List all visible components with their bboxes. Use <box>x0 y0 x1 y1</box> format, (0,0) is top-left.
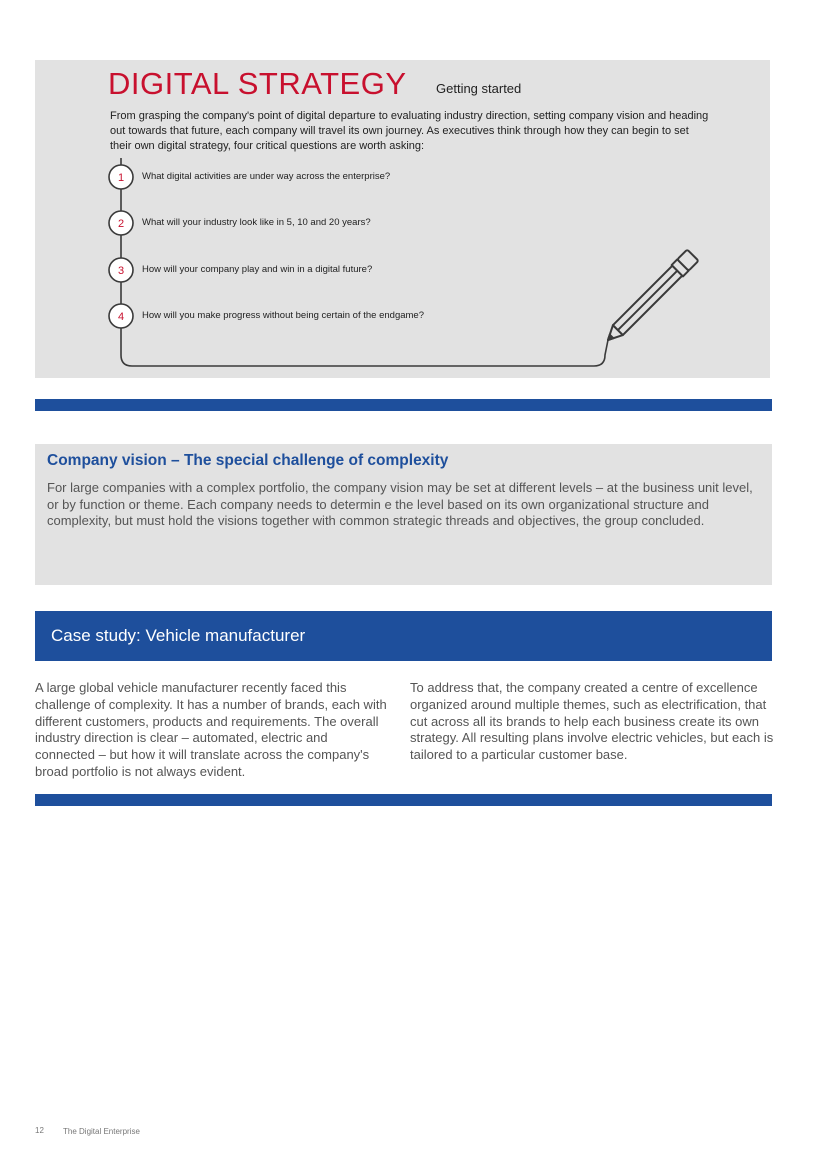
question-text-3: How will your company play and win in a digital future? <box>142 264 373 275</box>
pencil-icon <box>602 249 698 345</box>
timeline-line <box>121 158 608 366</box>
page-number: 12 <box>35 1126 44 1135</box>
divider-bar-top <box>35 399 772 411</box>
question-number-4: 4 <box>117 311 125 323</box>
question-number-2: 2 <box>117 218 125 230</box>
case-study-column-2: To address that, the company created a centre of excellence organized around multiple themes, such as electrification, that cut across all its brands to help each business create its own strategy. All resulting plans involve electric vehicles, but each is tailored to a particular customer base. <box>410 680 774 763</box>
strategy-subtitle: Getting started <box>436 81 522 96</box>
question-text-2: What will your industry look like in 5, 10 and 20 years? <box>142 217 371 228</box>
strategy-title: DIGITAL STRATEGY <box>108 66 407 101</box>
strategy-intro: From grasping the company's point of digital departure to evaluating industry direction, setting company vision and heading out towards that future, each company will travel its own journey. As executives think through how they can begin to set their own digital strategy, four critical questions are worth asking: <box>110 110 709 152</box>
question-marker-4 <box>109 304 133 328</box>
question-marker-3 <box>109 258 133 282</box>
question-text-1: What digital activities are under way across the enterprise? <box>142 171 391 182</box>
question-path-graphic <box>0 0 827 400</box>
company-vision-body: For large companies with a complex portfolio, the company vision may be set at different levels – at the business unit level, or by function or theme. Each company needs to determin e the level based on its own organizational structure and complexity, but must hold the visions together with common strategic threads and objectives, the group concluded. <box>47 480 753 528</box>
question-number-1: 1 <box>117 172 125 184</box>
footer-publication-title: The Digital Enterprise <box>63 1127 140 1136</box>
question-number-3: 3 <box>117 265 125 277</box>
question-marker-2 <box>109 211 133 235</box>
divider-bar-bottom <box>35 794 772 806</box>
case-study-column-1: A large global vehicle manufacturer recently faced this challenge of complexity. It has a number of brands, each with different customers, products and requirements. The overall industry direction is clear – automated, electric and connected – but how it will translate across the company's broad portfolio is not always evident. <box>35 680 387 779</box>
company-vision-title: Company vision – The special challenge of complexity <box>47 452 449 469</box>
question-marker-1 <box>109 165 133 189</box>
case-study-title: Case study: Vehicle manufacturer <box>51 626 306 645</box>
question-text-4: How will you make progress without being certain of the endgame? <box>142 310 424 321</box>
